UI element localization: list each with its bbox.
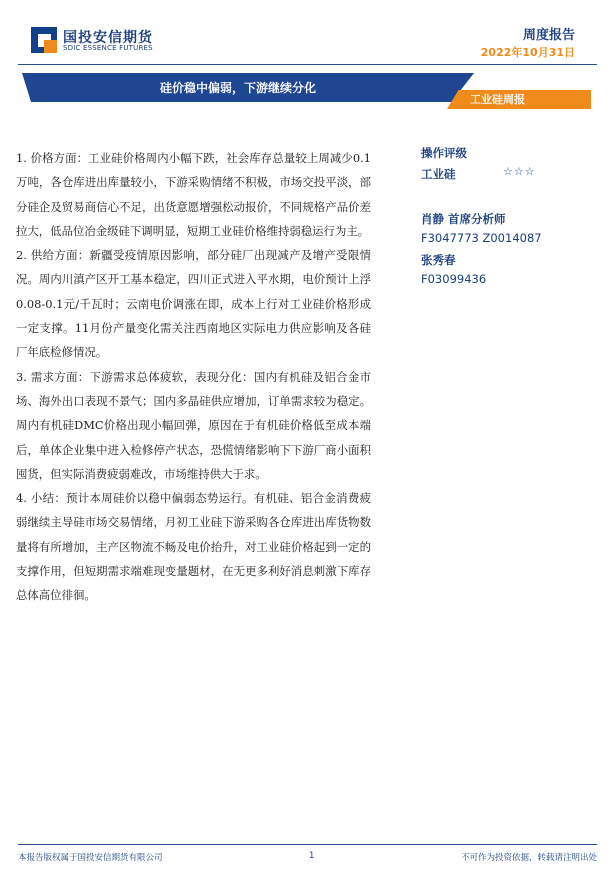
paragraph-supply: 2. 供给方面：新疆受疫情原因影响，部分硅厂出现减产及增产受限情况。周内川滇产区开工基本稳定，四川正式进入平水期，电价预计上浮0.08-0.1元/千瓦时；云南电价调涨在即，成本上行对工业硅价格形成一定支撑。11月份产量变化需关注西南地区实际电力供应影响及各硅厂年底检修情况。 (16, 248, 371, 360)
report-type: 周度报告 (522, 28, 575, 43)
report-title: 硅价稳中偏弱，下游继续分化 (160, 81, 317, 95)
report-tag: 工业硅周报 (470, 93, 525, 106)
analyst-2-code: F03099436 (421, 272, 487, 286)
company-name-en: SDIC ESSENCE FUTURES (63, 44, 153, 52)
company-logo-icon (31, 27, 57, 53)
report-body (16, 146, 371, 608)
paragraph-summary: 4. 小结：预计本周硅价以稳中偏弱态势运行。有机硅、铝合金消费疲弱继续主导硅市场交易情绪，月初工业硅下游采购各仓库进出库货物数量将有所增加，主产区物流不畅及电价抬升，对工业硅价格起到一定的支撑作用，但短期需求端难现变量题材，在无更多利好消息刺激下库存总体高位徘徊。 (16, 491, 371, 603)
header-divider (18, 64, 597, 65)
analyst-1-name: 肖静 首席分析师 (421, 212, 506, 226)
rating-heading: 操作评级 (421, 146, 467, 160)
company-name-cn: 国投安信期货 (63, 30, 153, 46)
paragraph-demand: 3. 需求方面：下游需求总体疲软，表现分化：国内有机硅及铝合金市场、海外出口表现不景气；国内多晶硅供应增加，订单需求较为稳定。周内有机硅DMC价格出现小幅回弹，原因在于有机硅价格低至成本端后，单体企业集中进入检修停产状态，恐慌情绪影响下下游厂商小面积囤货，但实际消费疲弱难改，市场维持供大于求。 (16, 369, 371, 481)
footer-divider (18, 844, 597, 845)
analyst-1-codes: F3047773 Z0014087 (421, 231, 542, 245)
footer-disclaimer: 不可作为投资依据，转载请注明出处 (460, 853, 597, 863)
report-date: 2022年10月31日 (480, 46, 575, 59)
footer-copyright: 本报告版权属于国投安信期货有限公司 (18, 853, 163, 863)
paragraph-price: 1. 价格方面：工业硅价格周内小幅下跌，社会库存总量较上周减少0.1万吨，各仓库进出库量较小，下游采购情绪不积极，市场交投平淡，部分硅企及贸易商信心不足，出货意愿增强松动报价，不同规格产品价差拉大，低品位冶金级硅下调明显，短期工业硅价格维持弱稳运行为主。 (16, 151, 371, 238)
page-number: 1 (309, 851, 315, 861)
analyst-2-name: 张秀春 (421, 253, 456, 267)
rating-product: 工业硅 (421, 167, 456, 181)
rating-stars-icon: ☆☆☆ (503, 165, 536, 178)
